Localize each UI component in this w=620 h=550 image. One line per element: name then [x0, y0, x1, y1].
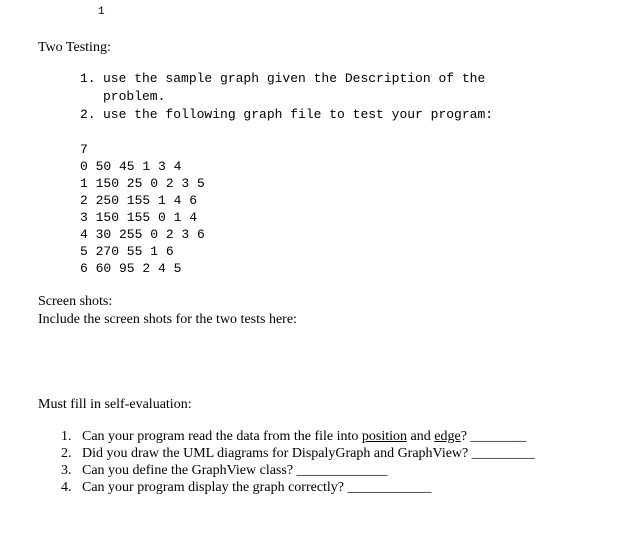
- code-line: 7: [80, 142, 88, 157]
- list-item-number: 1.: [80, 71, 96, 86]
- question-2: Did you draw the UML diagrams for DispalyGraph and GraphView? _________: [82, 446, 535, 461]
- list-item-text-cont: problem.: [103, 89, 166, 104]
- self-eval-title: Must fill in self-evaluation:: [38, 397, 192, 412]
- code-line: 1 150 25 0 2 3 5: [80, 176, 205, 191]
- question-number: 4.: [61, 480, 72, 495]
- screenshots-title: Screen shots:: [38, 294, 113, 309]
- question-3: Can you define the GraphView class? _____________: [82, 463, 388, 478]
- heading: Two Testing:: [38, 40, 111, 55]
- list-item-text: use the sample graph given the Description of the: [103, 71, 486, 86]
- underlined-word: edge: [434, 429, 461, 444]
- list-item-number: 2.: [80, 107, 96, 122]
- code-line: 0 50 45 1 3 4: [80, 159, 182, 174]
- question-4: Can your program display the graph correctly? ____________: [82, 480, 432, 495]
- code-line: 6 60 95 2 4 5: [80, 261, 182, 276]
- code-line: 3 150 155 0 1 4: [80, 210, 198, 225]
- underlined-word: position: [361, 429, 408, 444]
- code-line: 5 270 55 1 6: [80, 244, 174, 259]
- question-text: and: [407, 429, 435, 444]
- question-text: Can your program read the data from the file into: [82, 429, 362, 444]
- code-line: 2 250 155 1 4 6: [80, 193, 198, 208]
- question-number: 1.: [61, 429, 72, 444]
- list-item-text: use the following graph file to test your program:: [103, 107, 494, 122]
- answer-blank: ? ________: [460, 429, 527, 444]
- question-number: 3.: [61, 463, 72, 478]
- page-number: 1: [98, 6, 105, 18]
- question-1: [82, 429, 526, 445]
- screenshots-instruction: Include the screen shots for the two tests here:: [38, 312, 297, 327]
- question-number: 2.: [61, 446, 72, 461]
- code-line: 4 30 255 0 2 3 6: [80, 227, 205, 242]
